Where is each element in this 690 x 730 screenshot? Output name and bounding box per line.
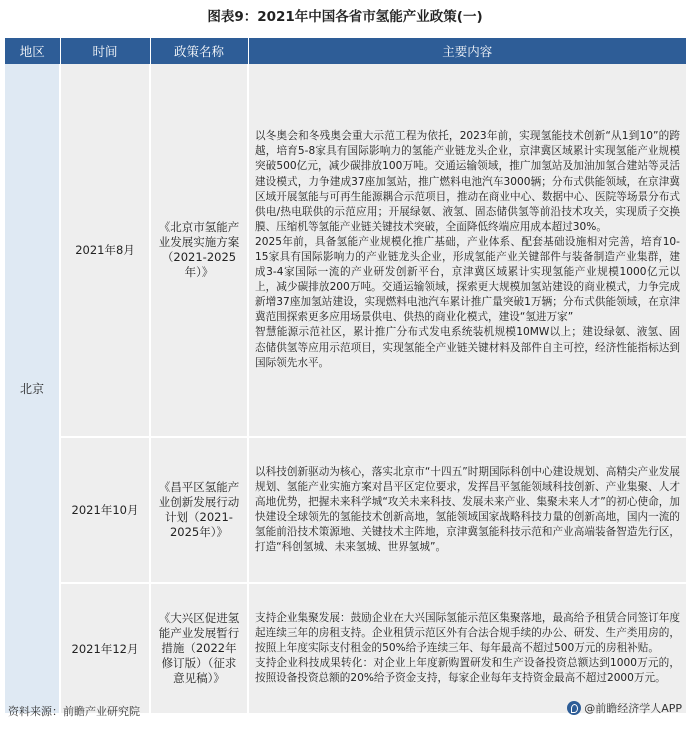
brand-logo-icon [567,701,581,715]
header-region: 地区 [5,38,60,64]
region-cell: 北京 [5,64,60,714]
content-paragraph: 支持企业科技成果转化：对企业上年度新购置研发和生产设备投资总额达到1000万元的，按照设备投资总额的20%给予资金支持，每家企业每年支持资金最高不超过2000万元。 [255,657,680,685]
header-policy-name: 政策名称 [150,38,248,64]
time-cell: 2021年12月 [60,583,150,714]
table-row [5,437,686,583]
time-cell: 2021年8月 [60,64,150,437]
content-paragraph: 支持企业集聚发展：鼓励企业在大兴国际氢能示范区集聚落地，最高给予租赁合同签订年度起连续三年的房租支持。企业租赁示范区外有合法合规手续的办公、研发、生产类用房的，按照上年度实际支付租金的50%给予连续三年、每年最高不超过500万元的房租补贴。 [255,611,680,654]
content-paragraph: 以冬奥会和冬残奥会重大示范工程为依托，2023年前，实现氢能技术创新“从1到10”的跨越，培育5-8家具有国际影响力的氢能产业链龙头企业，京津冀区域累计实现氢能产业规模突破500亿元，减少碳排放100万吨。交通运输领域，推广加氢站及加油加氢合建站等灵活建设模式，力争建成37座加氢站，推广燃料电池汽车3000辆；分布式供能领域，在京津冀区域开展氢能与可再生能源耦合示范项目，推动在商业中心、数据中心、医院等场景分布式供电/热电联供的示范应用；开展绿氨、液氢、固态储供氢等前沿技术攻关，实现质子交换膜、压缩机等氢能产业链关键技术突破，全面降低终端应用成本超过30%。 [255,130,680,233]
table-row [5,64,686,437]
data-source: 资料来源：前瞻产业研究院 [8,705,140,718]
brand-label: @前瞻经济学人APP [584,702,682,715]
content-cell [248,583,686,714]
content-cell [248,437,686,583]
header-time: 时间 [60,38,150,64]
policy-name-cell: 《北京市氢能产业发展实施方案（2021-2025年）》 [150,64,248,437]
figure-title: 图表9：2021年中国各省市氢能产业政策(一) [207,9,483,25]
content-cell [248,64,686,437]
table-row [5,583,686,714]
brand-credit [567,700,682,716]
policy-name-cell: 《大兴区促进氢能产业发展暂行措施（2022年修订版）（征求意见稿）》 [150,583,248,714]
time-cell: 2021年10月 [60,437,150,583]
content-paragraph: 智慧能源示范社区，累计推广分布式发电系统装机规模10MW以上；建设绿氨、液氢、固态储供氢等应用示范项目，实现氢能全产业链关键材料及部件自主可控，经济性能指标达到国际领先水平。 [255,326,680,369]
policy-table [5,38,686,715]
policy-name-cell: 《昌平区氢能产业创新发展行动计划（2021-2025年）》 [150,437,248,583]
content-paragraph: 2025年前，具备氢能产业规模化推广基础，产业体系、配套基础设施相对完善，培育10-15家具有国际影响力的产业链龙头企业，形成氢能产业关键部件与装备制造产业集群，建成3-4家国际一流的产业研发创新平台，京津冀区域累计实现氢能产业规模1000亿元以上，减少碳排放200万吨。交通运输领域，探索更大规模加氢站建设的商业模式，力争完成新增37座加氢站建设，实现燃料电池汽车累计推广量突破1万辆；分布式供能领域，在京津冀范围探索更多应用场景供电、供热的商业化模式，建设“氢进万家” [255,235,680,324]
content-paragraph: 以科技创新驱动为核心，落实北京市“十四五”时期国际科创中心建设规划、高精尖产业发展规划、氢能产业实施方案对昌平区定位要求，发挥昌平氢能领域科技创新、产业集聚、人才高地优势，把握未来科学城“攻关未来科技、发展未来产业、集聚未来人才”的初心使命，加快建设全球领先的氢能技术创新高地，氢能领域国家战略科技力量的创新高地，国内一流的氢能前沿技术策源地、关键技术主阵地，京津冀氢能科技示范和产业高端装备智造先行区，打造“科创氢城、未来氢城、世界氢城”。 [255,465,680,554]
header-main-content: 主要内容 [248,38,686,64]
table-header-row [5,38,686,64]
